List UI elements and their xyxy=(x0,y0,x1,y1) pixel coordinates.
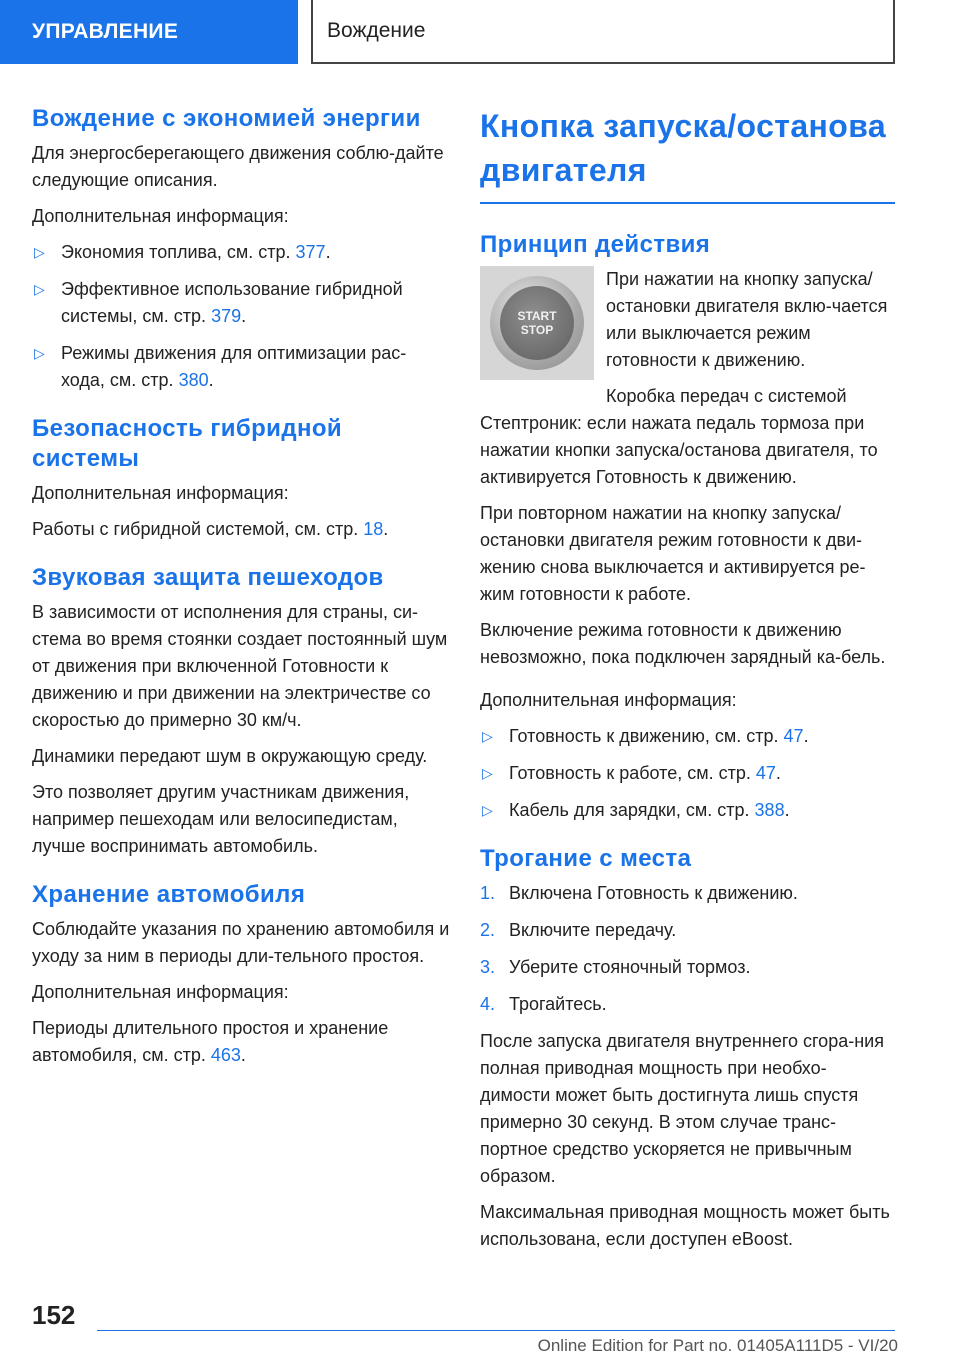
page-link[interactable]: 377 xyxy=(295,242,326,262)
chapter-tab xyxy=(0,0,298,64)
section-pedestrian-sound xyxy=(32,563,450,860)
page-link[interactable]: 388 xyxy=(754,800,785,820)
paragraph: После запуска двигателя внутреннего сгора-ния полная приводная мощность при необхо-димости может быть достигнута лишь спустя примерно 30 секунд. В этом случае транс-портное средство ускоряется не привычным образом. xyxy=(480,1031,884,1186)
paragraph: Работы с гибридной системой, см. стр. 18. xyxy=(32,519,389,539)
list-item: ▷ Экономия топлива, см. стр. 377. xyxy=(32,239,450,266)
paragraph: Максимальная приводная мощность может быть использована, если доступен eBoost. xyxy=(480,1202,890,1249)
paragraph: Это позволяет другим участникам движения, например пешеходам или велосипедистам, лучше воспринимать автомобиль. xyxy=(32,782,410,856)
button-label-stop: STOP xyxy=(520,323,554,337)
list-item: ▷ Кабель для зарядки, см. стр. 388. xyxy=(480,797,895,824)
paragraph: Для энергосберегающего движения соблю-дайте следующие описания. xyxy=(32,143,444,190)
heading-rule xyxy=(480,202,895,204)
heading-vehicle-storage: Хранение автомобиля xyxy=(32,881,306,908)
start-stop-block xyxy=(480,266,895,410)
triangle-bullet-icon: ▷ xyxy=(482,765,493,781)
paragraph: Дополнительная информация: xyxy=(32,483,289,503)
heading-pedestrian-sound: Звуковая защита пешеходов xyxy=(32,564,384,591)
section-header xyxy=(311,0,895,64)
heading-start-stop-button: Кнопка запуска/останова двигателя xyxy=(480,108,887,188)
paragraph: Динамики передают шум в окружающую среду. xyxy=(32,746,428,766)
start-stop-button-image xyxy=(480,266,594,380)
start-stop-button-icon xyxy=(490,276,584,370)
step-item: 3. Уберите стояночный тормоз. xyxy=(480,957,751,977)
button-label-start: START xyxy=(517,309,557,323)
step-item: 1. Включена Готовность к движению. xyxy=(480,883,798,903)
paragraph: Включение режима готовности к движению невозможно, пока подключен зарядный ка-бель. xyxy=(480,620,886,667)
paragraph: Коробка передач с системой xyxy=(606,386,847,406)
triangle-bullet-icon: ▷ xyxy=(34,345,45,361)
triangle-bullet-icon: ▷ xyxy=(482,802,493,818)
step-item: 4. Трогайтесь. xyxy=(480,994,607,1014)
page-link[interactable]: 47 xyxy=(755,763,776,783)
paragraph: Соблюдайте указания по хранению автомобиля и уходу за ним в периоды дли-тельного простоя. xyxy=(32,919,450,966)
paragraph: Дополнительная информация: xyxy=(32,206,289,226)
paragraph: При нажатии на кнопку запуска/ остановки двигателя вклю-чается или выключается режим готовности к движению. xyxy=(606,269,888,370)
triangle-bullet-icon: ▷ xyxy=(34,281,45,297)
triangle-bullet-icon: ▷ xyxy=(34,244,45,260)
paragraph: Периоды длительного простоя и хранение автомобиля, см. стр. 463. xyxy=(32,1018,389,1065)
section-hybrid-safety xyxy=(32,414,450,543)
chapter-tab-label: УПРАВЛЕНИЕ xyxy=(32,20,179,43)
list-item: ▷ Готовность к движению, см. стр. 47. xyxy=(480,723,895,750)
right-column xyxy=(480,104,895,1262)
paragraph: Дополнительная информация: xyxy=(32,982,289,1002)
reference-list xyxy=(480,723,895,824)
list-item: ▷ Готовность к работе, см. стр. 47. xyxy=(480,760,895,787)
paragraph: Стептроник: если нажата педаль тормоза при нажатии кнопки запуска/останова двигателя, то активируется Готовность к движению. xyxy=(480,413,878,487)
step-list xyxy=(480,880,895,1018)
paragraph: В зависимости от исполнения для страны, си-стема во время стоянки создает постоянный шум от движения при включенной Готовности к движению и при движении на электричестве со скоростью до примерно 30 км/ч. xyxy=(32,602,448,730)
page-link[interactable]: 380 xyxy=(178,370,209,390)
step-item: 2. Включите передачу. xyxy=(480,920,677,940)
heading-eco-driving: Вождение с экономией энергии xyxy=(32,105,421,132)
reference-list xyxy=(32,239,450,394)
paragraph: При повторном нажатии на кнопку запуска/ остановки двигателя режим готовности к дви-жению снова выключается и активируется ре-жим готовности к работе. xyxy=(480,503,866,604)
heading-operating-principle: Принцип действия xyxy=(480,231,711,258)
footer-edition: Online Edition for Part no. 01405A111D5 - VI/20 xyxy=(537,1336,898,1355)
page-link[interactable]: 18 xyxy=(363,519,384,539)
page-link[interactable]: 47 xyxy=(783,726,804,746)
section-header-label: Вождение xyxy=(327,19,426,42)
page-link[interactable]: 379 xyxy=(211,306,242,326)
heading-hybrid-safety: Безопасность гибридной системы xyxy=(32,415,343,472)
section-driving-off xyxy=(480,844,895,1253)
section-vehicle-storage xyxy=(32,880,450,1069)
list-item: ▷ Эффективное использование гибридной системы, см. стр. 379. xyxy=(32,276,450,330)
footer-rule xyxy=(97,1330,895,1331)
triangle-bullet-icon: ▷ xyxy=(482,728,493,744)
list-item: ▷ Режимы движения для оптимизации рас-хода, см. стр. 380. xyxy=(32,340,450,394)
paragraph: Дополнительная информация: xyxy=(480,690,737,710)
page-link[interactable]: 463 xyxy=(210,1045,241,1065)
heading-driving-off: Трогание с места xyxy=(480,845,692,872)
page-number: 152 xyxy=(32,1300,76,1330)
left-column xyxy=(32,104,450,1078)
